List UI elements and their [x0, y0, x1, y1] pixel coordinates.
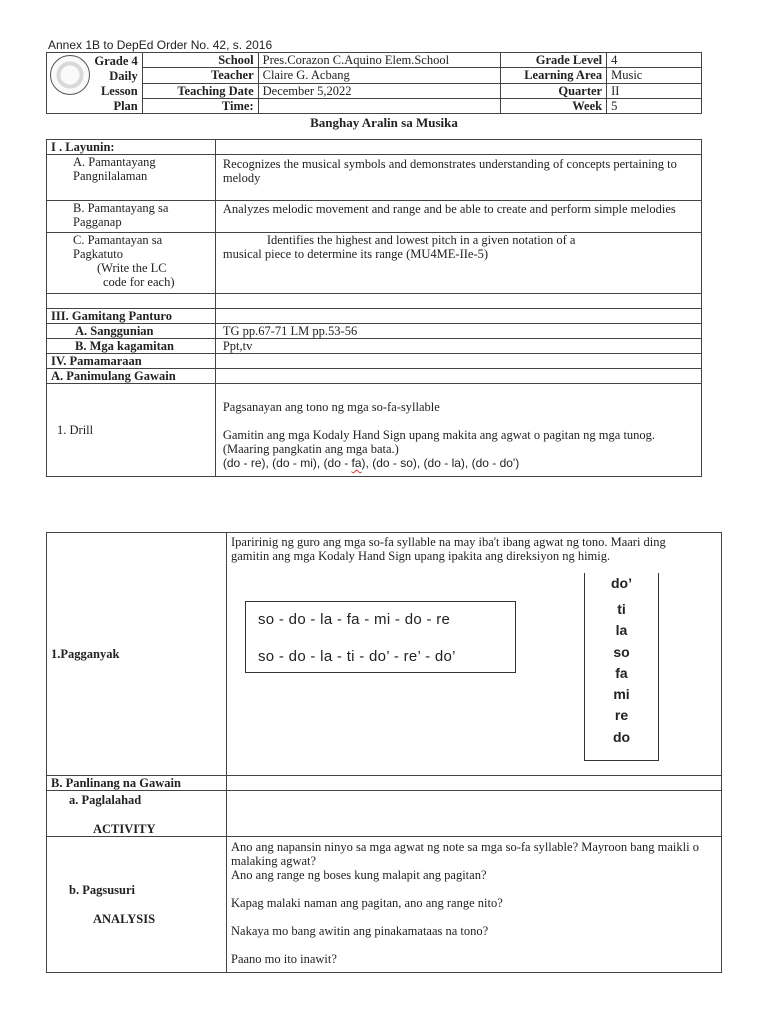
section-layunin: I . Layunin:: [47, 140, 216, 155]
empty-cell: [215, 369, 701, 384]
pagsusuri-questions: [227, 837, 722, 973]
header-logo-cell: [47, 53, 143, 114]
teaching-date-label: Teaching Date: [142, 83, 258, 98]
scale-note: la: [615, 622, 628, 638]
annex-reference: Annex 1B to DepEd Order No. 42, s. 2016: [48, 38, 273, 52]
plan-title-line: Grade 4: [94, 54, 138, 68]
page-title: Banghay Aralin sa Musika: [310, 115, 458, 130]
scale-note: mi: [613, 686, 630, 702]
label-line: code for each): [103, 275, 175, 289]
kagamitan-label: B. Mga kagamitan: [47, 339, 216, 354]
drill-label: 1. Drill: [47, 384, 216, 477]
week-label: Week: [501, 98, 607, 113]
pagganyak-label: 1.Pagganyak: [47, 533, 227, 776]
label-line: Pagganap: [73, 215, 122, 229]
learning-area-value: Music: [607, 68, 702, 83]
pamantayang-pagganap-label: [47, 201, 216, 233]
section-gamitang-panturo: III. Gamitang Panturo: [47, 309, 216, 324]
pattern-line: so - do - la - ti - do’ - re’ - do’: [258, 648, 456, 665]
scale-note: ti: [617, 601, 626, 617]
teaching-date-value: December 5,2022: [258, 83, 501, 98]
drill-pairs-part: ), (do - so), (do - la), (do - do'): [361, 456, 520, 470]
grade-level-value: 4: [607, 53, 702, 68]
pamantayan-pagkatuto-text: [215, 233, 701, 294]
question: Kapag malaki naman ang pagitan, ano ang range nito?: [231, 896, 503, 910]
section-panimulang-gawain: A. Panimulang Gawain: [47, 369, 216, 384]
pagganyak-text: Iparirinig ng guro ang mga so-fa syllable na may iba't ibang agwat ng tono. Maari ding gamitin ang mga Kodaly Hand Sign upang ipakita ang direksiyon ng himig.: [231, 535, 666, 563]
label-line: B. Pamantayang sa: [73, 201, 169, 215]
empty-cell: [215, 354, 701, 369]
scale-note: re: [614, 707, 629, 723]
time-value: [258, 98, 501, 113]
time-label: Time:: [142, 98, 258, 113]
plan-title-line: Lesson: [100, 84, 138, 98]
drill-line: Gamitin ang mga Kodaly Hand Sign upang makita ang agwat o pagitan ng mga tunog. (Maaring pangkatin ang mga bata.): [222, 428, 656, 456]
quarter-label: Quarter: [501, 83, 607, 98]
drill-pairs: [223, 456, 697, 470]
teacher-value: Claire G. Acbang: [258, 68, 501, 83]
pagsusuri-label: b. Pagsusuri: [69, 883, 135, 897]
pattern-line: so - do - la - fa - mi - do - re: [258, 611, 451, 628]
lesson-plan-table-1: [46, 139, 702, 477]
plan-title-line: Plan: [113, 99, 138, 113]
section-pamamaraan: IV. Pamamaraan: [47, 354, 216, 369]
scale-note: do: [612, 729, 631, 745]
scale-note: so: [613, 644, 630, 660]
week-value: 5: [607, 98, 702, 113]
question: Nakaya mo bang awitin ang pinakamataas na tono?: [231, 924, 489, 938]
empty-cell: [215, 294, 701, 309]
drill-text: [215, 384, 701, 477]
pamantayang-pangnilalaman-text: Recognizes the musical symbols and demonstrates understanding of concepts pertaining to melody: [215, 155, 701, 201]
sanggunian-label: A. Sanggunian: [47, 324, 216, 339]
label-line: Pangnilalaman: [73, 169, 148, 183]
pamantayang-pagganap-text: Analyzes melodic movement and range and be able to create and perform simple melodies: [215, 201, 701, 233]
label-line: C. Pamantayan sa: [73, 233, 163, 247]
grade-level-label: Grade Level: [501, 53, 607, 68]
question: Ano ang range ng boses kung malapit ang pagitan?: [231, 868, 487, 882]
activity-label: ACTIVITY: [93, 822, 156, 836]
learning-area-label: Learning Area: [501, 68, 607, 83]
scale-note: fa: [615, 665, 628, 681]
lc-line: Identifies the highest and lowest pitch in a given notation of a: [266, 233, 576, 247]
paglalahad-cell: [47, 791, 227, 837]
quarter-value: II: [607, 83, 702, 98]
drill-pairs-part: fa: [351, 456, 362, 470]
empty-cell: [227, 791, 722, 837]
drill-line: Pagsanayan ang tono ng mga so-fa-syllable: [222, 400, 440, 414]
sofa-scale-ladder: [584, 573, 659, 761]
empty-cell: [215, 140, 701, 155]
plan-title-line: Daily: [109, 69, 138, 83]
pamantayang-pangnilalaman-label: [47, 155, 216, 201]
pamantayan-pagkatuto-label: [47, 233, 216, 294]
question: Paano mo ito inawit?: [231, 952, 337, 966]
label-line: Pagkatuto: [73, 247, 123, 261]
dlp-header-table: [46, 52, 702, 114]
analysis-label: ANALYSIS: [93, 912, 156, 926]
sofa-pattern-box: [245, 601, 516, 673]
lc-line: musical piece to determine its range (MU4ME-IIe-5): [222, 247, 489, 261]
label-line: (Write the LC: [97, 261, 167, 275]
pagsusuri-cell: [47, 837, 227, 973]
empty-cell: [47, 294, 216, 309]
question: Ano ang napansin ninyo sa mga agwat ng note sa mga so-fa syllable? Mayroon bang maikli o malaking agwat?: [231, 840, 699, 868]
teacher-label: Teacher: [142, 68, 258, 83]
empty-cell: [227, 776, 722, 791]
drill-pairs-part: (do - re), (do - mi), (do -: [222, 456, 352, 470]
deped-seal-icon: [50, 55, 90, 95]
school-label: School: [142, 53, 258, 68]
label-line: A. Pamantayang: [73, 155, 156, 169]
kagamitan-text: Ppt,tv: [215, 339, 701, 354]
school-value: Pres.Corazon C.Aquino Elem.School: [258, 53, 501, 68]
scale-note: do’: [611, 575, 632, 591]
empty-cell: [215, 309, 701, 324]
section-panlinang: B. Panlinang na Gawain: [47, 776, 227, 791]
sanggunian-text: TG pp.67-71 LM pp.53-56: [215, 324, 701, 339]
paglalahad-label: a. Paglalahad: [69, 793, 142, 807]
